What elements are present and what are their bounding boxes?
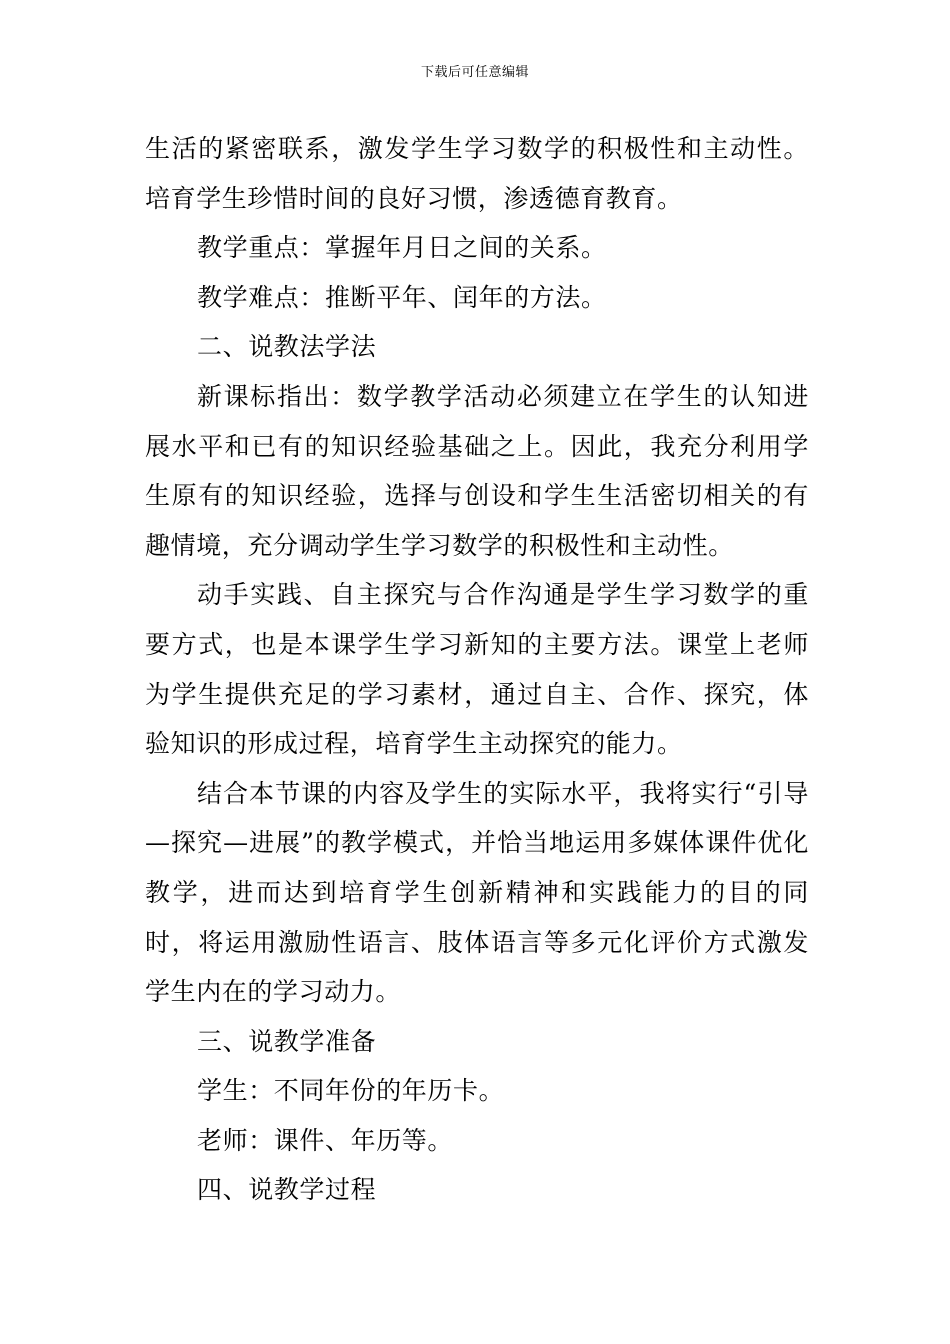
section-heading-preparation: 三、说教学准备 — [197, 1026, 377, 1056]
paragraph-student-materials: 学生：不同年份的年历卡。 — [197, 1076, 505, 1106]
section-heading-process: 四、说教学过程 — [197, 1175, 377, 1205]
paragraph-teaching-difficulty: 教学难点：推断平年、闰年的方法。 — [197, 282, 607, 312]
paragraph-teacher-materials: 老师：课件、年历等。 — [197, 1125, 454, 1155]
paragraph-teaching-focus: 教学重点：掌握年月日之间的关系。 — [197, 233, 607, 263]
section-heading-methods: 二、说教法学法 — [197, 332, 377, 362]
paragraph-hands-on-practice: 动手实践、自主探究与合作沟通是学生学习数学的重要方式，也是本课学生学习新知的主要方法。课堂上老师为学生提供充足的学习素材，通过自主、合作、探究，体验知识的形成过程，培育学生主动探究的能力。 — [145, 580, 809, 759]
page-header: 下载后可任意编辑 — [420, 65, 529, 80]
paragraph-teaching-model: 结合本节课的内容及学生的实际水平，我将实行“引导—探究—进展”的教学模式，并恰当地运用多媒体课件优化教学，进而达到培育学生创新精神和实践能力的目的同时，将运用激励性语言、肢体语言等多元化评价方式激发学生内在的学习动力。 — [145, 778, 809, 1007]
paragraph-curriculum-standard: 新课标指出：数学教学活动必须建立在学生的认知进展水平和已有的知识经验基础之上。因此，我充分利用学生原有的知识经验，选择与创设和学生生活密切相关的有趣情境，充分调动学生学习数学的积极性和主动性。 — [145, 381, 809, 560]
paragraph-intro-continuation: 生活的紧密联系，激发学生学习数学的积极性和主动性。培育学生珍惜时间的良好习惯，渗透德育教育。 — [145, 134, 809, 213]
document-body — [145, 124, 809, 1215]
